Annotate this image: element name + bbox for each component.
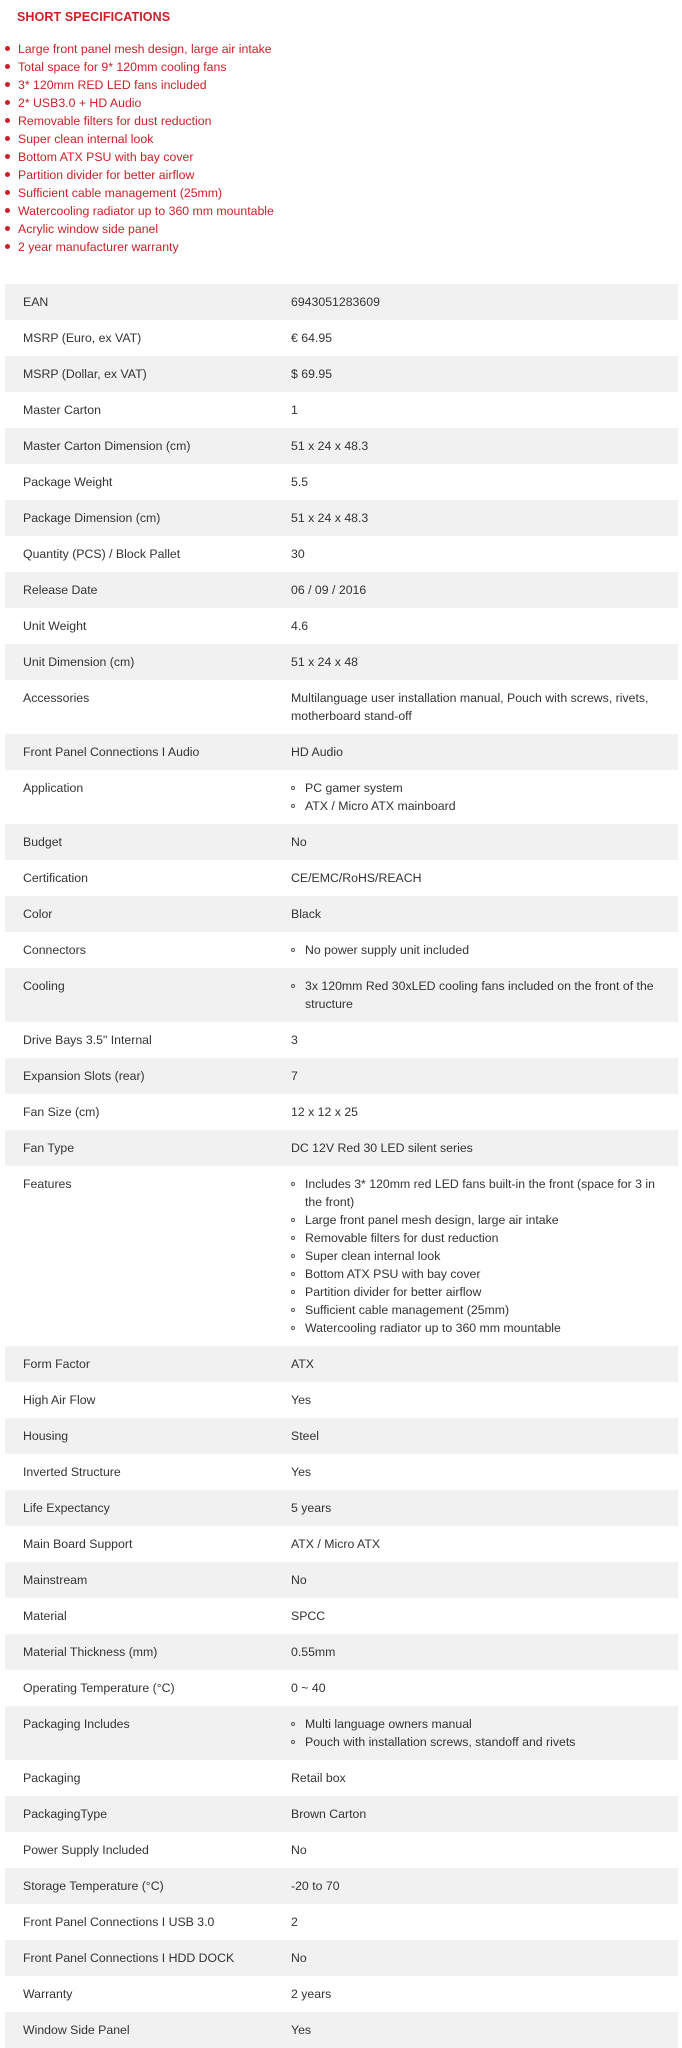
spec-label: Budget [5,824,291,860]
bullet-icon [5,154,10,159]
spec-row [5,1796,678,1832]
bullet-icon [291,804,295,808]
spec-value: Brown Carton [291,1796,678,1832]
spec-label: Quantity (PCS) / Block Pallet [5,536,291,572]
spec-row [5,968,678,1022]
spec-label: Cooling [5,968,291,1022]
spec-value-list-text: Large front panel mesh design, large air intake [305,1213,559,1227]
spec-value-list-item [291,797,664,815]
spec-value: 12 x 12 x 25 [291,1094,678,1130]
spec-row [5,1490,678,1526]
spec-value-list-item [291,1283,664,1301]
spec-value: Yes [291,1454,678,1490]
spec-row [5,860,678,896]
spec-row [5,1418,678,1454]
spec-label: EAN [5,284,291,320]
spec-label: Packaging Includes [5,1706,291,1760]
spec-value-list-item [291,1733,664,1751]
spec-row [5,1670,678,1706]
spec-value-list-item [291,1211,664,1229]
spec-label: Mainstream [5,1562,291,1598]
spec-value: No [291,1940,678,1976]
spec-value-list-item [291,1301,664,1319]
spec-value-list-text: Multi language owners manual [305,1717,472,1731]
spec-label: Front Panel Connections I HDD DOCK [5,1940,291,1976]
spec-label: MSRP (Dollar, ex VAT) [5,356,291,392]
short-spec-text: Removable filters for dust reduction [18,114,212,128]
spec-value: 06 / 09 / 2016 [291,572,678,608]
spec-row [5,770,678,824]
bullet-icon [291,1326,295,1330]
spec-value: 1 [291,392,678,428]
spec-value: 30 [291,536,678,572]
spec-value: HD Audio [291,734,678,770]
short-spec-text: 2* USB3.0 + HD Audio [18,96,142,110]
spec-value-list-item [291,1247,664,1265]
spec-value: 51 x 24 x 48.3 [291,500,678,536]
spec-value: ATX [291,1346,678,1382]
spec-value-list-text: Watercooling radiator up to 360 mm mountable [305,1321,561,1335]
spec-value [291,932,678,968]
bullet-icon [5,118,10,123]
spec-value-list-item [291,1265,664,1283]
spec-value-list-item [291,1319,664,1337]
spec-row [5,500,678,536]
short-spec-item [0,94,274,112]
bullet-icon [291,984,295,988]
spec-label: Connectors [5,932,291,968]
spec-label: Master Carton [5,392,291,428]
spec-row [5,428,678,464]
spec-label: Warranty [5,1976,291,2012]
spec-label: Fan Size (cm) [5,1094,291,1130]
spec-row [5,1976,678,2012]
spec-label: Front Panel Connections I USB 3.0 [5,1904,291,1940]
short-spec-text: Super clean internal look [18,132,154,146]
short-spec-item [0,76,274,94]
bullet-icon [291,1182,295,1186]
spec-value [291,968,678,1022]
short-spec-item [0,202,274,220]
short-spec-item [0,238,274,256]
spec-row [5,896,678,932]
spec-row [5,1130,678,1166]
spec-value [291,1706,678,1760]
short-spec-text: Acrylic window side panel [18,222,159,236]
bullet-icon [291,1254,295,1258]
spec-row [5,284,678,320]
spec-value: 4.6 [291,608,678,644]
spec-value-list [291,977,664,1013]
spec-row [5,1094,678,1130]
spec-row [5,1940,678,1976]
spec-label: Operating Temperature (°C) [5,1670,291,1706]
spec-row [5,1868,678,1904]
spec-value: DC 12V Red 30 LED silent series [291,1130,678,1166]
bullet-icon [5,244,10,249]
spec-value-list-item [291,977,664,1013]
bullet-icon [5,208,10,213]
spec-value: 5.5 [291,464,678,500]
spec-label: Material Thickness (mm) [5,1634,291,1670]
bullet-icon [5,46,10,51]
spec-label: Accessories [5,680,291,734]
spec-row [5,1346,678,1382]
spec-value: SPCC [291,1598,678,1634]
spec-value-list-text: PC gamer system [305,781,403,795]
spec-value: $ 69.95 [291,356,678,392]
spec-row [5,1382,678,1418]
short-spec-item [0,166,274,184]
spec-value-list-item [291,1175,664,1211]
bullet-icon [5,136,10,141]
bullet-icon [291,786,295,790]
short-spec-text: Partition divider for better airflow [18,168,195,182]
spec-value-list-text: Partition divider for better airflow [305,1285,482,1299]
short-spec-text: 2 year manufacturer warranty [18,240,179,254]
short-spec-item [0,184,274,202]
spec-label: MSRP (Euro, ex VAT) [5,320,291,356]
spec-row [5,1904,678,1940]
spec-value: 2 [291,1904,678,1940]
spec-value: Multilanguage user installation manual, Pouch with screws, rivets, motherboard stand-off [291,680,678,734]
short-spec-item [0,40,274,58]
spec-value: CE/EMC/RoHS/REACH [291,860,678,896]
spec-value-list [291,1175,664,1337]
bullet-icon [291,1218,295,1222]
short-spec-item [0,58,274,76]
spec-label: Packaging [5,1760,291,1796]
bullet-icon [291,1308,295,1312]
bullet-icon [5,190,10,195]
spec-value: 51 x 24 x 48 [291,644,678,680]
spec-label: Drive Bays 3.5" Internal [5,1022,291,1058]
short-spec-text: Large front panel mesh design, large air intake [18,42,272,56]
spec-row [5,2012,678,2048]
spec-row [5,536,678,572]
spec-label: Fan Type [5,1130,291,1166]
spec-value-list-item [291,1229,664,1247]
spec-label: Application [5,770,291,824]
spec-value: No [291,824,678,860]
spec-label: Housing [5,1418,291,1454]
spec-label: High Air Flow [5,1382,291,1418]
short-spec-text: Sufficient cable management (25mm) [18,186,223,200]
spec-row [5,392,678,428]
spec-value: 2 years [291,1976,678,2012]
spec-row [5,1058,678,1094]
spec-label: Expansion Slots (rear) [5,1058,291,1094]
bullet-icon [291,1236,295,1240]
spec-value-list-item [291,1715,664,1733]
short-spec-text: Total space for 9* 120mm cooling fans [18,60,227,74]
spec-row [5,464,678,500]
spec-value: Black [291,896,678,932]
specifications-table [5,284,678,2048]
spec-value: € 64.95 [291,320,678,356]
spec-row [5,320,678,356]
spec-value [291,770,678,824]
spec-label: Power Supply Included [5,1832,291,1868]
bullet-icon [291,948,295,952]
spec-label: Color [5,896,291,932]
spec-value-list-text: Pouch with installation screws, standoff and rivets [305,1735,576,1749]
spec-value-list-text: Sufficient cable management (25mm) [305,1303,510,1317]
spec-value-list-text: No power supply unit included [305,943,470,957]
spec-row [5,356,678,392]
short-spec-item [0,220,274,238]
bullet-icon [5,226,10,231]
spec-value-list [291,941,664,959]
bullet-icon [5,82,10,87]
spec-label: Form Factor [5,1346,291,1382]
spec-row [5,1760,678,1796]
spec-row [5,1166,678,1346]
spec-value-list [291,1715,664,1751]
short-spec-item [0,112,274,130]
spec-row [5,1526,678,1562]
spec-value-list-item [291,941,664,959]
spec-label: Material [5,1598,291,1634]
spec-value-list-text: 3x 120mm Red 30xLED cooling fans included on the front of the structure [305,979,654,1011]
spec-value: 0.55mm [291,1634,678,1670]
spec-value: Yes [291,2012,678,2048]
spec-label: Life Expectancy [5,1490,291,1526]
bullet-icon [291,1290,295,1294]
short-spec-text: Bottom ATX PSU with bay cover [18,150,194,164]
bullet-icon [291,1272,295,1276]
bullet-icon [5,64,10,69]
spec-value: Retail box [291,1760,678,1796]
spec-row [5,572,678,608]
short-specifications-title: SHORT SPECIFICATIONS [17,10,171,24]
spec-value: No [291,1832,678,1868]
spec-value: 6943051283609 [291,284,678,320]
spec-value-list-text: ATX / Micro ATX mainboard [305,799,456,813]
bullet-icon [5,172,10,177]
spec-label: Unit Dimension (cm) [5,644,291,680]
bullet-icon [291,1740,295,1744]
spec-value: Steel [291,1418,678,1454]
spec-row [5,644,678,680]
spec-label: Master Carton Dimension (cm) [5,428,291,464]
spec-row [5,824,678,860]
spec-row [5,734,678,770]
spec-row [5,1634,678,1670]
spec-label: Window Side Panel [5,2012,291,2048]
spec-value-list [291,779,664,815]
short-spec-text: Watercooling radiator up to 360 mm mountable [18,204,274,218]
spec-value: Yes [291,1382,678,1418]
spec-label: Package Weight [5,464,291,500]
short-spec-item [0,148,274,166]
spec-row [5,1706,678,1760]
spec-value-list-item [291,779,664,797]
spec-label: Storage Temperature (°C) [5,1868,291,1904]
spec-value: 51 x 24 x 48.3 [291,428,678,464]
spec-row [5,932,678,968]
spec-value-list-text: Removable filters for dust reduction [305,1231,499,1245]
spec-label: PackagingType [5,1796,291,1832]
spec-label: Main Board Support [5,1526,291,1562]
spec-value: 7 [291,1058,678,1094]
spec-row [5,608,678,644]
spec-value: 5 years [291,1490,678,1526]
spec-value: No [291,1562,678,1598]
spec-value-list-text: Includes 3* 120mm red LED fans built-in the front (space for 3 in the front) [305,1177,655,1209]
spec-value-list-text: Super clean internal look [305,1249,441,1263]
spec-label: Features [5,1166,291,1346]
spec-row [5,1562,678,1598]
spec-value: 3 [291,1022,678,1058]
spec-value-list-text: Bottom ATX PSU with bay cover [305,1267,481,1281]
spec-label: Package Dimension (cm) [5,500,291,536]
spec-label: Inverted Structure [5,1454,291,1490]
bullet-icon [5,100,10,105]
spec-row [5,1832,678,1868]
spec-row [5,680,678,734]
spec-value: 0 ~ 40 [291,1670,678,1706]
bullet-icon [291,1722,295,1726]
spec-value: -20 to 70 [291,1868,678,1904]
short-specifications-list [0,40,274,256]
spec-value: ATX / Micro ATX [291,1526,678,1562]
spec-label: Certification [5,860,291,896]
short-spec-item [0,130,274,148]
spec-label: Unit Weight [5,608,291,644]
spec-value [291,1166,678,1346]
short-spec-text: 3* 120mm RED LED fans included [18,78,207,92]
spec-row [5,1598,678,1634]
spec-label: Front Panel Connections I Audio [5,734,291,770]
spec-row [5,1022,678,1058]
spec-label: Release Date [5,572,291,608]
spec-row [5,1454,678,1490]
